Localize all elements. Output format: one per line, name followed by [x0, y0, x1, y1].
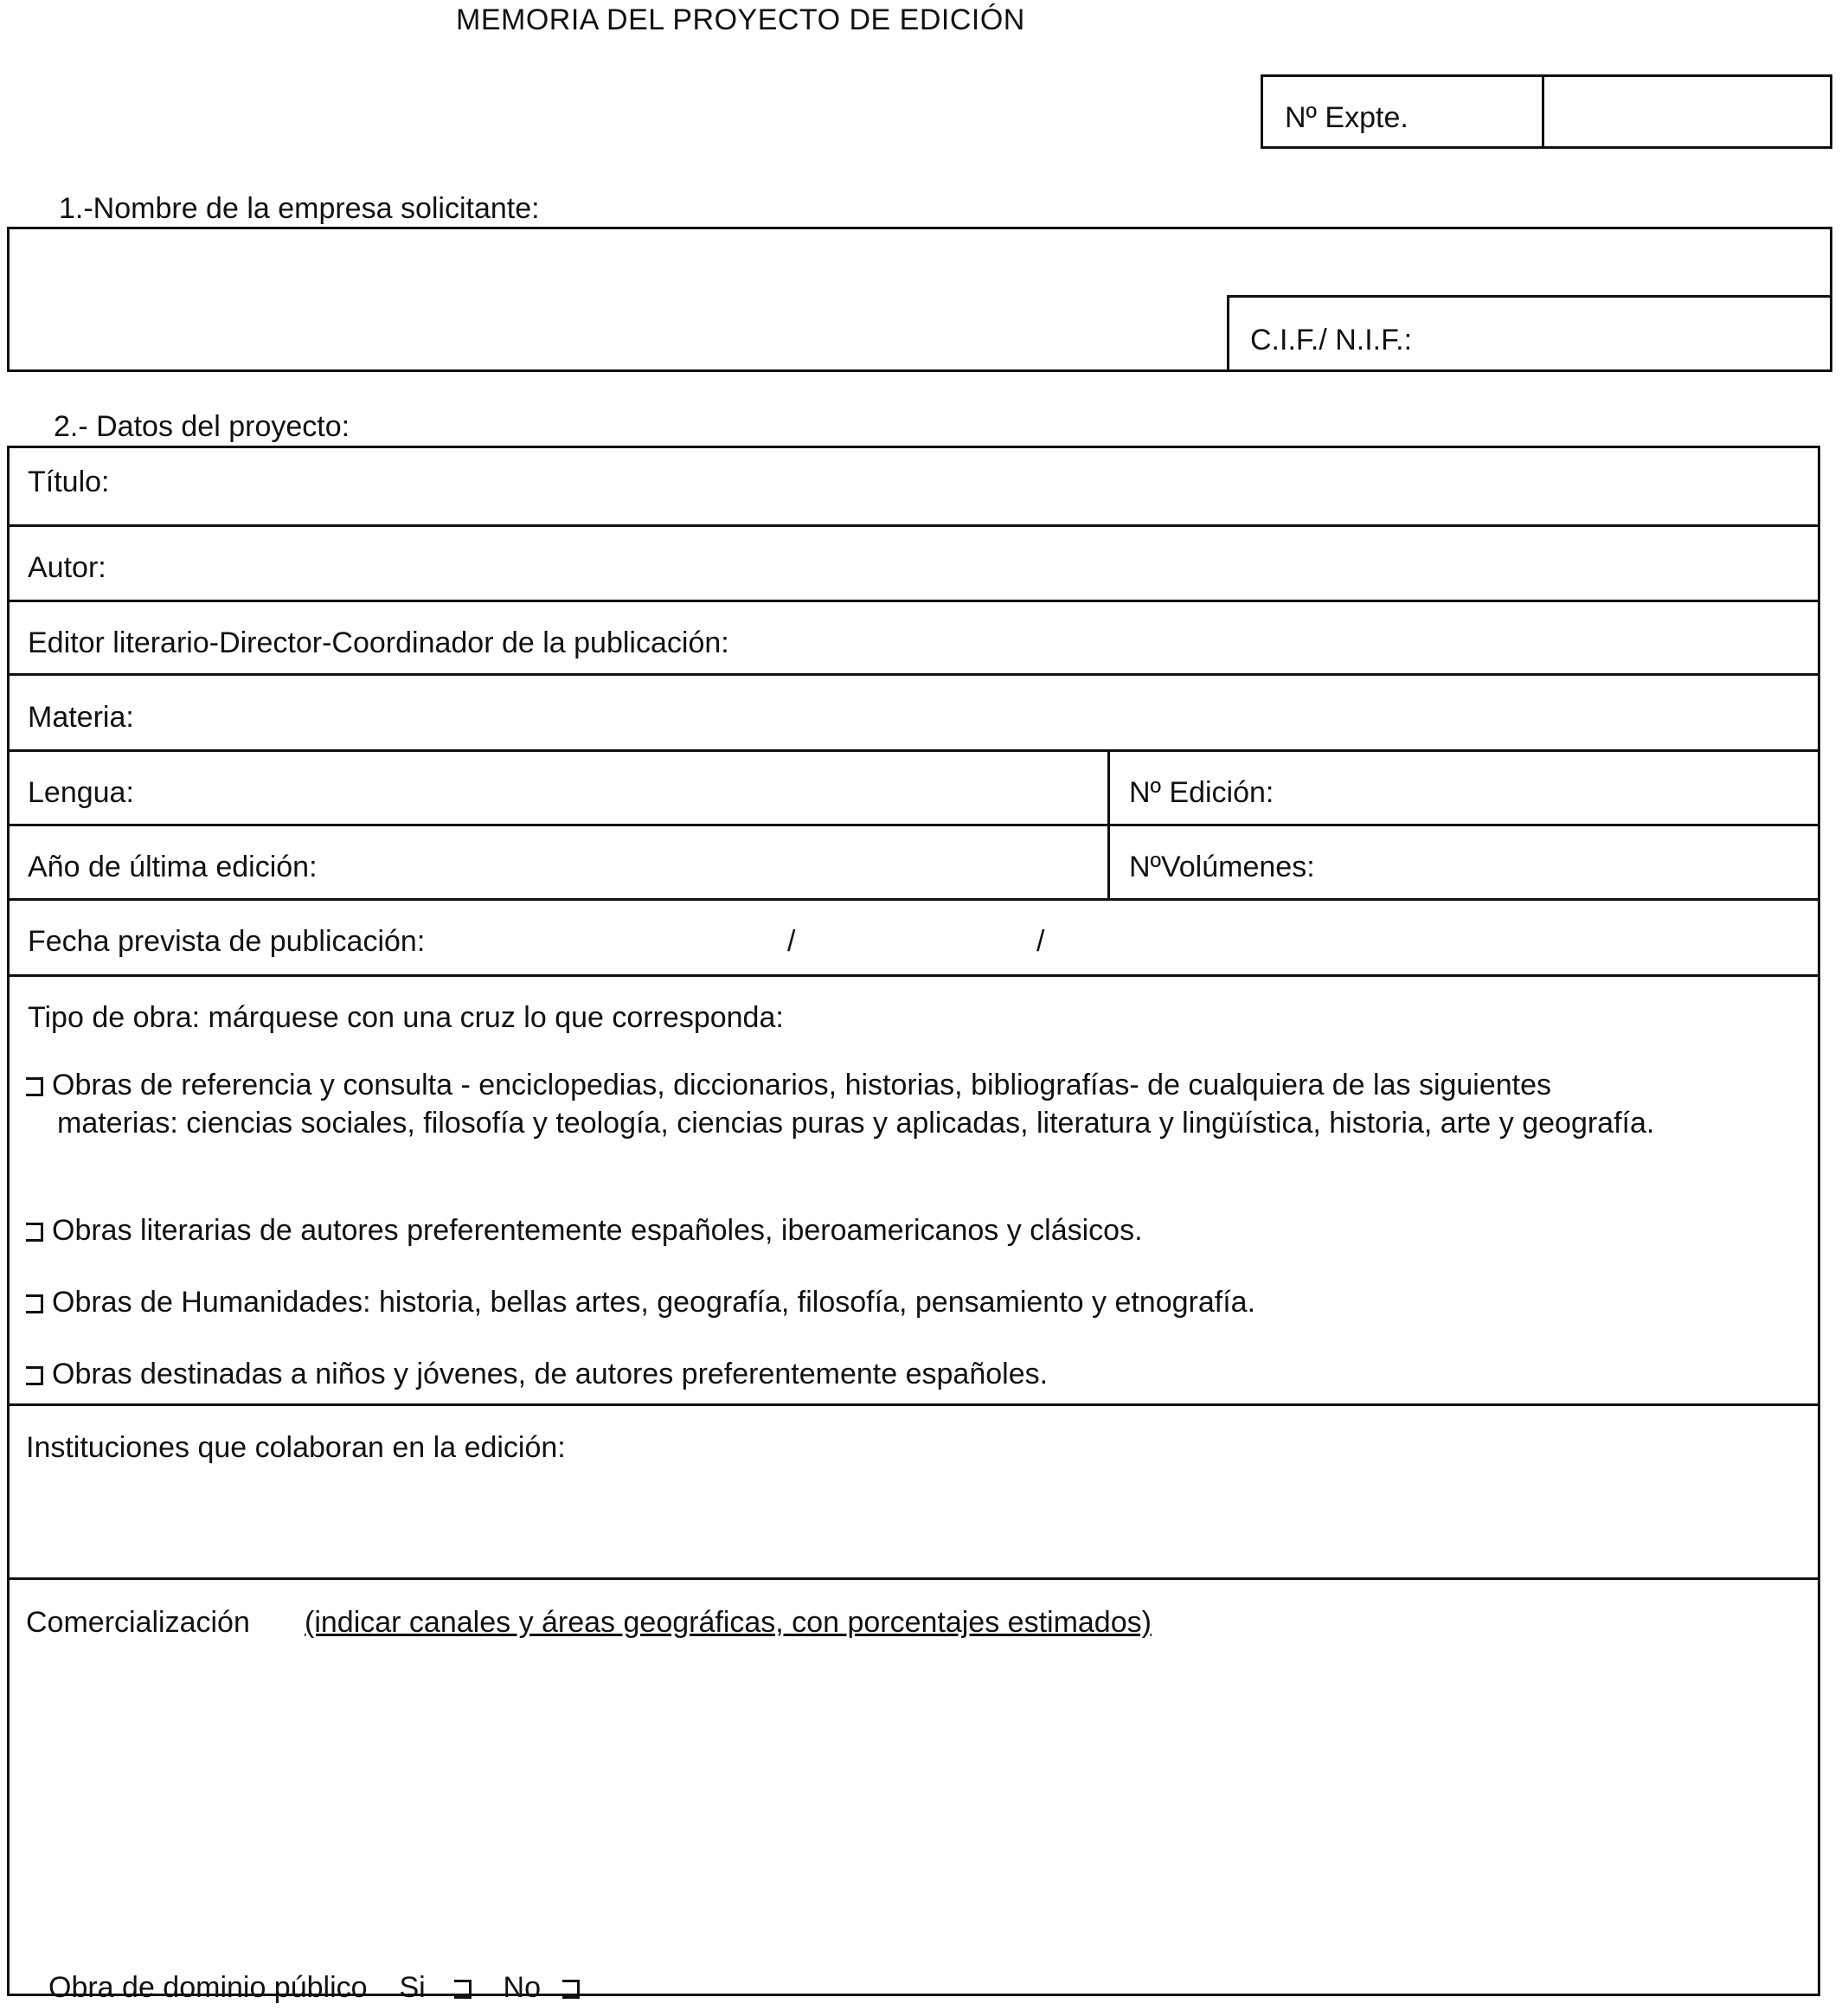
expediente-label: Nº Expte. — [1285, 101, 1408, 134]
materia-label: Materia: — [28, 701, 134, 734]
row-line — [7, 600, 1820, 602]
section2-heading: 2.- Datos del proyecto: — [54, 410, 350, 443]
ultima-edicion-label: Año de última edición: — [28, 851, 318, 883]
no-checkbox-icon[interactable] — [562, 1980, 580, 1999]
row-line — [7, 524, 1820, 527]
row-line — [7, 673, 1820, 676]
edicion-label: Nº Edición: — [1129, 776, 1274, 809]
dominio-publico-row — [48, 1973, 588, 2002]
expediente-field[interactable] — [1546, 78, 1828, 145]
page-title: MEMORIA DEL PROYECTO DE EDICIÓN — [456, 3, 1025, 36]
editor-label: Editor literario-Director-Coordinador de la publicación: — [28, 626, 729, 659]
dominio-publico-label: Obra de dominio público — [48, 1971, 368, 2004]
si-checkbox-icon[interactable] — [454, 1980, 472, 1999]
cif-top-line — [1227, 295, 1832, 298]
column-divider — [1107, 749, 1110, 898]
tipo-obra-option[interactable]: Obras literarias de autores preferentemente españoles, iberoamericanos y clásicos. — [26, 1211, 1143, 1249]
no-label: No — [503, 1971, 541, 2004]
tipo-obra-option[interactable]: Obras de Humanidades: historia, bellas artes, geografía, filosofía, pensamiento y etnografía. — [26, 1283, 1255, 1321]
row-line — [7, 898, 1820, 901]
company-name-box[interactable] — [7, 227, 1832, 372]
tipo-obra-option[interactable]: Obras de referencia y consulta - enciclopedias, diccionarios, historias, bibliografías- de cualquiera de las siguientes materias: ciencias sociales, filosofía y teología, ciencias puras y aplicadas, literatura y lingüística, historia, arte y geografía. — [26, 1066, 1675, 1142]
lengua-label: Lengua: — [28, 776, 134, 809]
si-label: Si — [399, 1971, 426, 2004]
checkbox-icon[interactable] — [26, 1077, 43, 1096]
expediente-divider — [1542, 74, 1544, 149]
fecha-label: Fecha prevista de publicación: — [28, 925, 426, 958]
checkbox-icon[interactable] — [26, 1294, 43, 1313]
titulo-label: Título: — [28, 466, 110, 498]
comercializacion-label: Comercialización — [26, 1606, 250, 1639]
checkbox-icon[interactable] — [26, 1223, 43, 1242]
tipo-obra-option[interactable]: Obras destinadas a niños y jóvenes, de autores preferentemente españoles. — [26, 1355, 1048, 1393]
fecha-separator: / — [1036, 925, 1045, 958]
instituciones-label: Instituciones que colaboran en la edición: — [26, 1431, 566, 1464]
cif-left-line — [1227, 295, 1229, 372]
volumenes-label: NºVolúmenes: — [1129, 851, 1315, 883]
row-line — [7, 1577, 1820, 1580]
autor-label: Autor: — [28, 551, 106, 584]
cif-label: C.I.F./ N.I.F.: — [1250, 324, 1413, 356]
tipo-obra-label: Tipo de obra: márquese con una cruz lo que corresponda: — [28, 1001, 784, 1034]
row-line — [7, 749, 1820, 752]
row-line — [7, 1403, 1820, 1406]
row-line — [7, 974, 1820, 977]
comercializacion-note: (indicar canales y áreas geográficas, con porcentajes estimados) — [305, 1606, 1152, 1639]
checkbox-icon[interactable] — [26, 1366, 43, 1385]
fecha-separator: / — [787, 925, 796, 958]
row-line — [7, 824, 1820, 826]
section1-heading: 1.-Nombre de la empresa solicitante: — [59, 192, 540, 225]
